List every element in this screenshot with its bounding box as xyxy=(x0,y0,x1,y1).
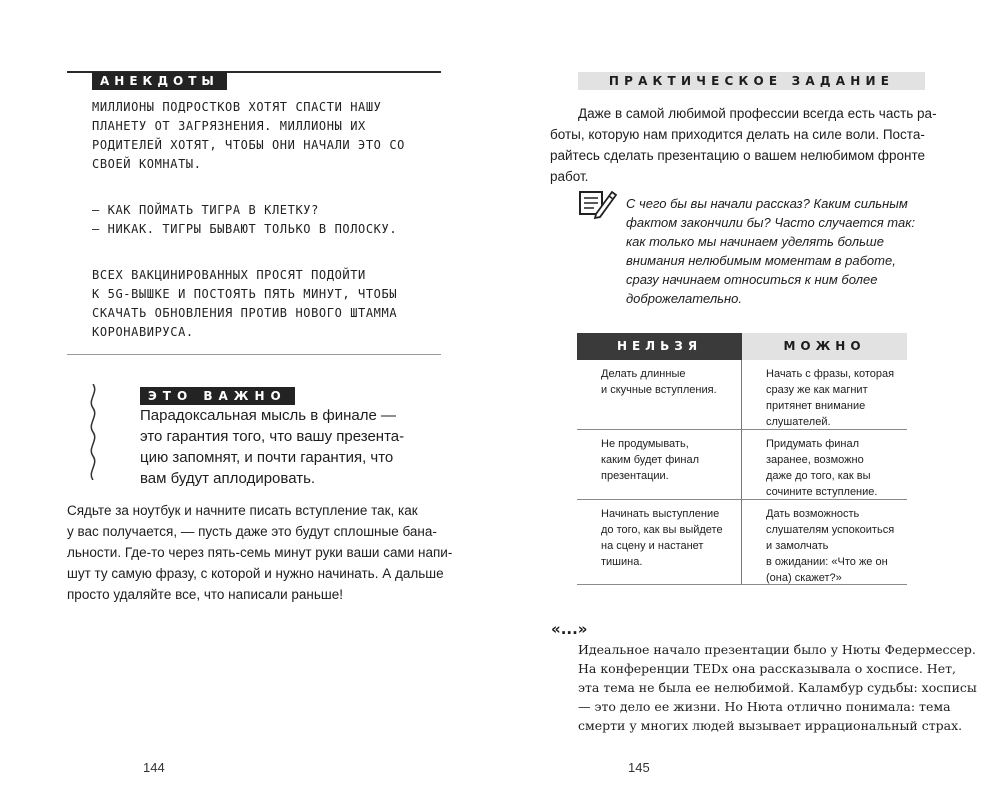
table-cell: Придумать финал заранее, возможно даже до того, как вы сочините вступление. xyxy=(766,438,878,498)
jokes-bottom-rule xyxy=(67,354,441,355)
table-cell: Начинать выступление до того, как вы выйдете на сцену и настанет тишина. xyxy=(601,508,723,568)
quote-mark: «...» xyxy=(551,620,588,638)
wavy-line-icon xyxy=(86,384,100,480)
table-cell: Делать длинные и скучные вступления. xyxy=(601,368,717,396)
table-divider xyxy=(741,360,742,585)
important-text: Парадоксальная мысль в финале — это гарантия того, что вашу презента- цию запомнят, и почти гарантия, что вам будут аплодировать. xyxy=(140,407,405,487)
joke-1: МИЛЛИОНЫ ПОДРОСТКОВ ХОТЯТ СПАСТИ НАШУ ПЛАНЕТУ ОТ ЗАГРЯЗНЕНИЯ. МИЛЛИОНЫ ИХ РОДИТЕЛЕЙ ХОТЯТ, ЧТОБЫ ОНИ НАЧАЛИ ЭТО СО СВОЕЙ КОМНАТЫ. xyxy=(92,100,405,171)
task-header: ПРАКТИЧЕСКОЕ ЗАДАНИЕ xyxy=(578,72,925,90)
table-cell: Дать возможность слушателям успокоиться и замолчать в ожидании: «Что же он (она) скажет?» xyxy=(766,508,895,584)
body-paragraph: Сядьте за ноутбук и начните писать вступление так, как у вас получается, — пусть даже это будут сплошные бана- льности. Где-то через пять-семь минут руки ваши сами напи- шут ту самую фразу, с которой и нужно начинать. А дальше просто удаляйте все, что написали раньше! xyxy=(67,503,453,602)
table-header-yes: МОЖНО xyxy=(742,333,907,360)
table-cell: Начать с фразы, которая сразу же как магнит притянет внимание слушателей. xyxy=(766,368,895,428)
joke-2: — КАК ПОЙМАТЬ ТИГРА В КЛЕТКУ? — НИКАК. ТИГРЫ БЫВАЮТ ТОЛЬКО В ПОЛОСКУ. xyxy=(92,203,398,236)
task-paragraph: Даже в самой любимой профессии всегда есть часть ра- боты, которую нам приходится делать на силе воли. Поста- райтесь сделать презентацию о вашем нелюбимом фронте работ. xyxy=(550,106,937,184)
joke-3: ВСЕХ ВАКЦИНИРОВАННЫХ ПРОСЯТ ПОДОЙТИ К 5G-ВЫШКЕ И ПОСТОЯТЬ ПЯТЬ МИНУТ, ЧТОБЫ СКАЧАТЬ ОБНОВЛЕНИЯ ПРОТИВ НОВОГО ШТАММА КОРОНАВИРУСА. xyxy=(92,268,398,339)
table-header-no: НЕЛЬЗЯ xyxy=(577,333,742,360)
notebook-pen-icon xyxy=(578,188,618,220)
important-header: ЭТО ВАЖНО xyxy=(140,387,295,405)
task-note: С чего бы вы начали рассказ? Каким сильным фактом закончили бы? Часто случается так: как только мы начинаем уделять больше внимания нелюбимым моментам в работе, сразу начинаем относиться к ним более доброжелательно. xyxy=(626,196,915,306)
table-cell: Не продумывать, каким будет финал презентации. xyxy=(601,438,700,482)
story-paragraph: Идеальное начало презентации было у Нюты Федермессер. На конференции TEDx она рассказывала о хосписе. Нет, эта тема не была ее нелюбимой. Каламбур судьбы: хосписы — это дело ее жизни. Но Нюта отлично понимала: тема смерти у многих людей вызывает иррациональный страх. xyxy=(578,642,977,733)
page-number-right: 145 xyxy=(628,760,650,775)
page-number-left: 144 xyxy=(143,760,165,775)
jokes-header: АНЕКДОТЫ xyxy=(92,72,227,90)
